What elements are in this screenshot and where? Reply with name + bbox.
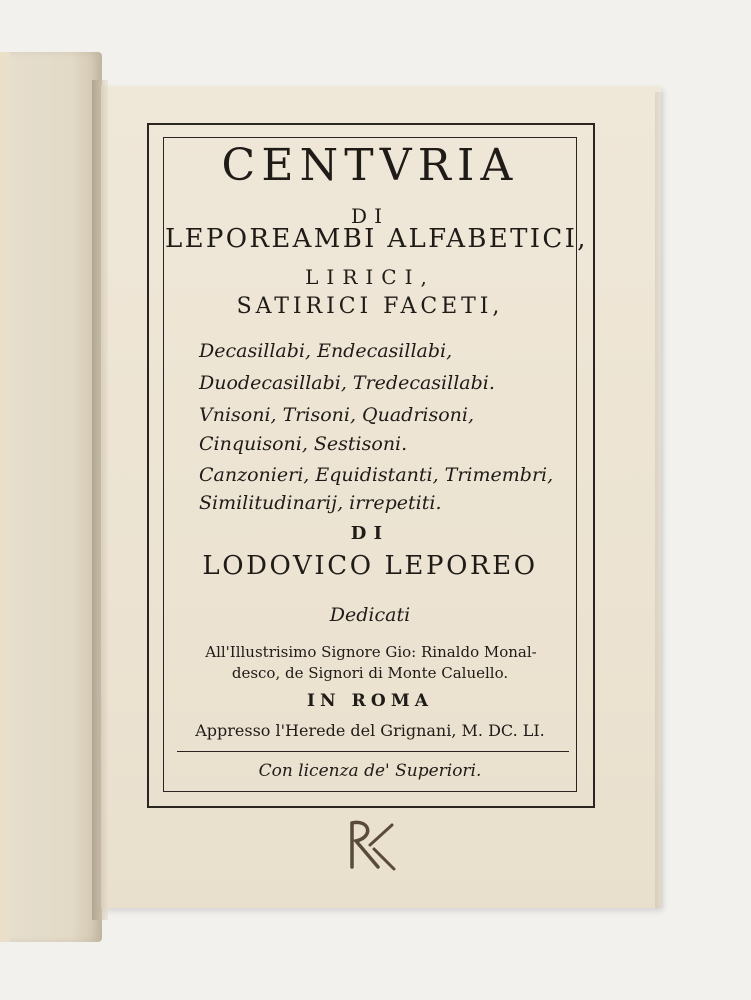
verse-type-line: Cinquisoni, Sestisoni.	[199, 433, 408, 455]
cover-edge	[0, 52, 10, 942]
verse-type-line: Duodecasillabi, Tredecasillabi.	[199, 372, 495, 394]
title-lirici: LIRICI,	[305, 265, 435, 289]
title-centuria: CENTVRIA	[221, 140, 519, 191]
imprint-place: IN ROMA	[306, 691, 434, 711]
license-line: Con licenza de' Superiori.	[258, 761, 482, 781]
imprint-rule	[177, 751, 569, 752]
book-cover-left	[0, 52, 102, 942]
author-name: LODOVICO LEPOREO	[202, 551, 538, 581]
title-di: DI	[351, 204, 389, 228]
dedication-line-2: desco, de Signori di Monte Caluello.	[231, 664, 509, 682]
dedicati-label: Dedicati	[329, 604, 411, 626]
author-di: DI	[350, 523, 390, 544]
verse-type-line: Similitudinarij, irrepetiti.	[199, 492, 442, 514]
imprint-publisher: Appresso l'Herede del Grignani, M. DC. LI.	[195, 721, 545, 740]
owner-monogram-stamp	[330, 815, 410, 875]
verse-type-line: Vnisoni, Trisoni, Quadrisoni,	[199, 404, 475, 426]
page-edge-shadow	[655, 92, 665, 908]
verse-type-line: Decasillabi, Endecasillabi,	[199, 340, 453, 362]
title-leporeambi: LEPOREAMBI ALFABETICI,	[165, 224, 588, 254]
title-satirici: SATIRICI FACETI,	[236, 294, 504, 319]
dedication-line-1: All'Illustrisimo Signore Gio: Rinaldo Monal-	[205, 643, 537, 661]
book-gutter	[92, 80, 108, 920]
verse-type-line: Canzonieri, Equidistanti, Trimembri,	[199, 464, 554, 486]
